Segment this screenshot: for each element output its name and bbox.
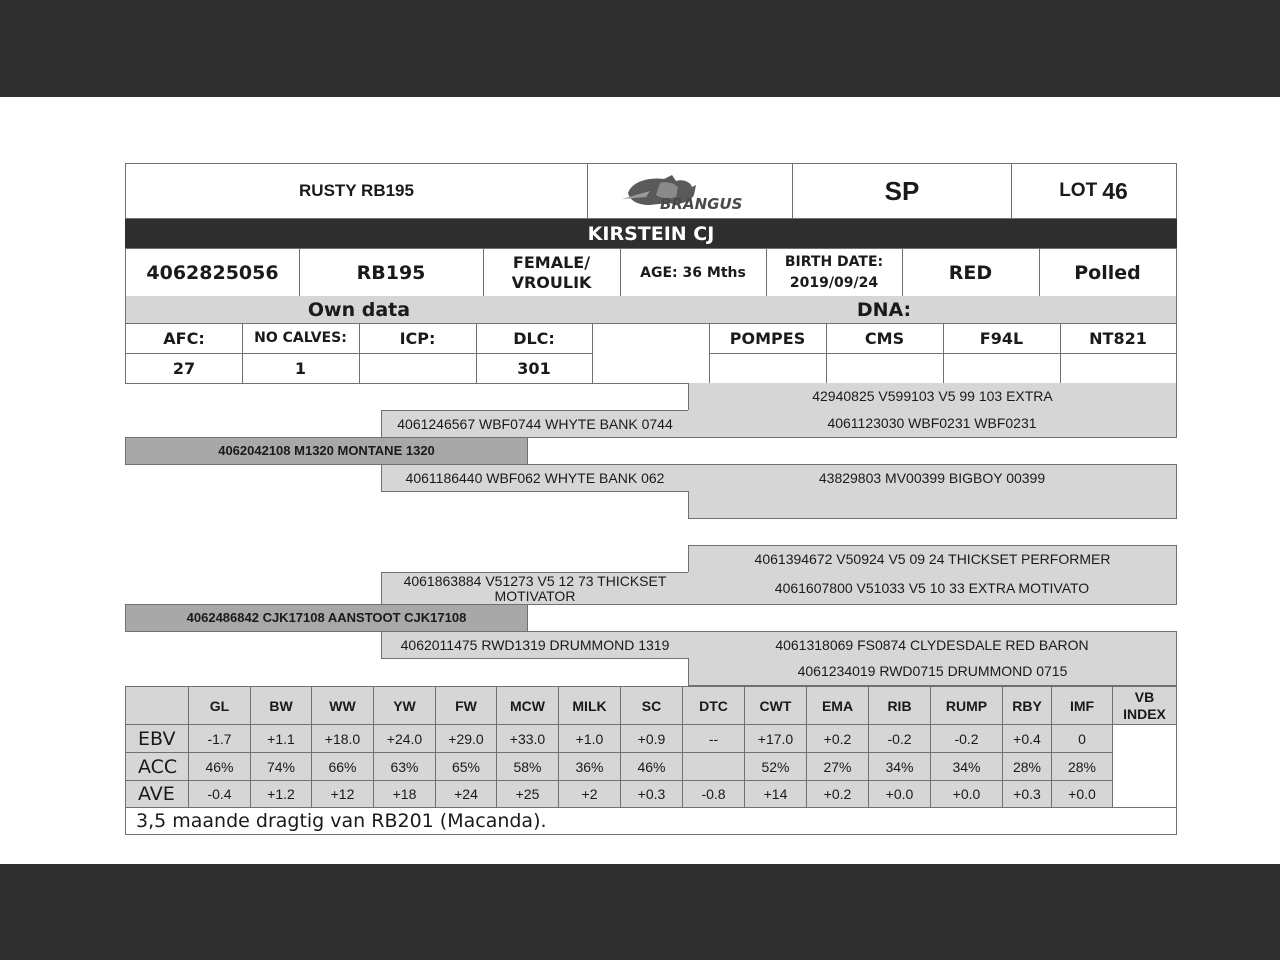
ebv-cell-ave-gl: -0.4 xyxy=(188,780,251,808)
f94l-label: F94L xyxy=(979,328,1024,348)
top-dark-band xyxy=(0,0,1280,97)
ebv-cell-ebv-rump: -0.2 xyxy=(930,724,1003,753)
own-data-title: Own data xyxy=(307,298,411,321)
cms-label-cell xyxy=(826,323,944,354)
sex-cell xyxy=(483,248,621,297)
birth-date-label: BIRTH DATE: xyxy=(784,254,884,271)
horn-status-cell xyxy=(1039,248,1177,297)
ebv-cell-acc-rump: 34% xyxy=(930,752,1003,781)
ebv-col-header-sc: SC xyxy=(620,686,683,725)
ebv-cell-acc-mcw: 58% xyxy=(496,752,559,781)
lot-cell xyxy=(1011,163,1177,219)
pedigree-ddd: 4061234019 RWD0715 DRUMMOND 0715 xyxy=(688,658,1177,686)
ebv-col-header-cwt: CWT xyxy=(744,686,807,725)
lot-prefix: LOT xyxy=(1059,180,1098,201)
ebv-col-header-imf: IMF xyxy=(1051,686,1113,725)
dna-title: DNA: xyxy=(856,298,912,321)
ebv-cell-ebv-ema: +0.2 xyxy=(806,724,869,753)
vb-index-header xyxy=(1112,686,1177,725)
nt821-label: NT821 xyxy=(1089,328,1147,348)
pedigree-dds: 4061318069 FS0874 CLYDESDALE RED BARON xyxy=(688,631,1177,659)
pedigree-sds: 43829803 MV00399 BIGBOY 00399 xyxy=(688,464,1177,492)
own-data-header xyxy=(125,296,593,324)
ebv-cell-ave-rump: +0.0 xyxy=(930,780,1003,808)
ebv-cell-ebv-bw: +1.1 xyxy=(250,724,312,753)
f94l-value-cell xyxy=(943,353,1061,384)
ebv-cell-ebv-rby: +0.4 xyxy=(1002,724,1052,753)
ebv-cell-acc-rib: 34% xyxy=(868,752,931,781)
ebv-cell-acc-sc: 46% xyxy=(620,752,683,781)
ebv-cell-ave-fw: +24 xyxy=(435,780,497,808)
birth-date: 2019/09/24 xyxy=(789,274,879,291)
ebv-cell-ebv-yw: +24.0 xyxy=(373,724,436,753)
no-calves-value: 1 xyxy=(294,358,307,378)
ebv-col-header-ema: EMA xyxy=(806,686,869,725)
ebv-col-header-ww: WW xyxy=(311,686,374,725)
pedigree-sire-dam: 4061186440 WBF062 WHYTE BANK 062 xyxy=(381,464,689,492)
bottom-dark-band xyxy=(0,864,1280,960)
birth-date-cell xyxy=(766,248,903,297)
ebv-col-header-milk: MILK xyxy=(558,686,621,725)
ebv-col-header-rby: RBY xyxy=(1002,686,1052,725)
ebv-cell-acc-milk: 36% xyxy=(558,752,621,781)
afc-value: 27 xyxy=(172,358,196,378)
ebv-cell-ebv-ww: +18.0 xyxy=(311,724,374,753)
ebv-cell-ave-rby: +0.3 xyxy=(1002,780,1052,808)
ident: RB195 xyxy=(356,261,426,284)
ebv-cell-ave-imf: +0.0 xyxy=(1051,780,1113,808)
vb-index-header-line2: INDEX xyxy=(1123,705,1166,722)
ebv-cell-acc-cwt: 52% xyxy=(744,752,807,781)
ebv-col-header-dtc: DTC xyxy=(682,686,745,725)
age-cell xyxy=(620,248,767,297)
pedigree-ssd: 4061123030 WBF0231 WBF0231 xyxy=(688,410,1177,438)
icp-value-cell xyxy=(359,353,477,384)
ebv-cell-ebv-imf: 0 xyxy=(1051,724,1113,753)
sex-line2: VROULIK xyxy=(511,272,592,292)
breeder-bar xyxy=(125,219,1177,248)
logo-text: BRANGUS xyxy=(660,195,743,213)
dna-header xyxy=(592,296,1177,324)
ebv-cell-ave-rib: +0.0 xyxy=(868,780,931,808)
reg-number-cell xyxy=(125,248,300,297)
ebv-cell-ebv-milk: +1.0 xyxy=(558,724,621,753)
ebv-col-header-fw: FW xyxy=(435,686,497,725)
afc-label: AFC: xyxy=(163,328,205,348)
class-cell xyxy=(792,163,1012,219)
ebv-cell-ebv-gl: -1.7 xyxy=(188,724,251,753)
ebv-corner-cell xyxy=(125,686,189,725)
icp-label: ICP: xyxy=(399,328,436,348)
ebv-col-header-rib: RIB xyxy=(868,686,931,725)
pedigree-sire: 4062042108 M1320 MONTANE 1320 xyxy=(125,437,528,465)
icp-label-cell xyxy=(359,323,477,354)
pedigree-sss: 42940825 V599103 V5 99 103 EXTRA xyxy=(688,383,1177,411)
pedigree-sire-sire: 4061246567 WBF0744 WHYTE BANK 0744 xyxy=(381,410,689,438)
cms-label: CMS xyxy=(864,328,905,348)
pedigree-dam-dam: 4062011475 RWD1319 DRUMMOND 1319 xyxy=(381,631,689,659)
ebv-col-header-rump: RUMP xyxy=(930,686,1003,725)
age: AGE: 36 Mths xyxy=(640,264,746,281)
brangus-bull-logo-icon xyxy=(620,169,760,213)
ebv-cell-ave-mcw: +25 xyxy=(496,780,559,808)
ebv-cell-acc-ww: 66% xyxy=(311,752,374,781)
ebv-cell-acc-gl: 46% xyxy=(188,752,251,781)
nt821-label-cell xyxy=(1060,323,1177,354)
dlc-value: 301 xyxy=(517,358,551,378)
pedigree-dss: 4061394672 V50924 V5 09 24 THICKSET PERFORMER xyxy=(688,545,1177,573)
ebv-cell-ave-cwt: +14 xyxy=(744,780,807,808)
dlc-value-cell xyxy=(476,353,593,384)
colour-cell xyxy=(902,248,1040,297)
pedigree-dsd: 4061607800 V51033 V5 10 33 EXTRA MOTIVATO xyxy=(688,572,1177,605)
ident-cell xyxy=(299,248,484,297)
afc-label-cell xyxy=(125,323,243,354)
ebv-col-header-gl: GL xyxy=(188,686,251,725)
class-label: SP xyxy=(884,175,920,206)
ebv-col-header-mcw: MCW xyxy=(496,686,559,725)
ebv-cell-acc-dtc xyxy=(682,752,745,781)
ebv-cell-ebv-rib: -0.2 xyxy=(868,724,931,753)
ebv-cell-acc-bw: 74% xyxy=(250,752,312,781)
afc-value-cell xyxy=(125,353,243,384)
cms-value-cell xyxy=(826,353,944,384)
pompes-label-cell xyxy=(709,323,827,354)
dlc-label-cell xyxy=(476,323,593,354)
ebv-cell-ave-milk: +2 xyxy=(558,780,621,808)
ebv-row-label-ebv: EBV xyxy=(125,724,189,753)
ebv-cell-ave-ema: +0.2 xyxy=(806,780,869,808)
no-calves-label-cell xyxy=(242,323,360,354)
breeder-name: KIRSTEIN CJ xyxy=(587,222,715,245)
ebv-cell-ave-bw: +1.2 xyxy=(250,780,312,808)
no-calves-label: NO CALVES: xyxy=(254,330,347,346)
ebv-cell-acc-fw: 65% xyxy=(435,752,497,781)
ebv-cell-ebv-cwt: +17.0 xyxy=(744,724,807,753)
colour: RED xyxy=(948,261,993,284)
ebv-row-label-ave: AVE xyxy=(125,780,189,808)
note-cell xyxy=(125,807,1177,835)
ebv-cell-ave-sc: +0.3 xyxy=(620,780,683,808)
dlc-label: DLC: xyxy=(513,328,555,348)
pompes-label: POMPES xyxy=(729,328,806,348)
ebv-cell-ave-yw: +18 xyxy=(373,780,436,808)
ebv-cell-ebv-mcw: +33.0 xyxy=(496,724,559,753)
ebv-cell-acc-rby: 28% xyxy=(1002,752,1052,781)
logo-cell xyxy=(587,163,793,219)
ebv-col-header-yw: YW xyxy=(373,686,436,725)
dna-blank-cell xyxy=(592,323,710,384)
pedigree-dam-sire: 4061863884 V51273 V5 12 73 THICKSET MOTIVATOR xyxy=(381,572,689,605)
ebv-col-header-bw: BW xyxy=(250,686,312,725)
note-text: 3,5 maande dragtig van RB201 (Macanda). xyxy=(136,810,547,832)
reg-number: 4062825056 xyxy=(146,261,279,284)
ebv-cell-ebv-fw: +29.0 xyxy=(435,724,497,753)
f94l-label-cell xyxy=(943,323,1061,354)
vb-index-header-line1: VB xyxy=(1134,688,1155,705)
ebv-cell-acc-imf: 28% xyxy=(1051,752,1113,781)
sex-line1: FEMALE/ xyxy=(512,252,591,272)
no-calves-value-cell xyxy=(242,353,360,384)
animal-name: RUSTY RB195 xyxy=(299,181,414,200)
ebv-cell-ave-dtc: -0.8 xyxy=(682,780,745,808)
pedigree-sdd xyxy=(688,491,1177,519)
ebv-cell-ave-ww: +12 xyxy=(311,780,374,808)
ebv-cell-ebv-dtc: -- xyxy=(682,724,745,753)
ebv-cell-acc-yw: 63% xyxy=(373,752,436,781)
ebv-cell-ebv-sc: +0.9 xyxy=(620,724,683,753)
ebv-cell-acc-ema: 27% xyxy=(806,752,869,781)
horn-status: Polled xyxy=(1074,261,1141,284)
vb-index-value-cell xyxy=(1112,724,1177,808)
lot-number: 46 xyxy=(1102,177,1128,204)
animal-name-cell xyxy=(125,163,588,219)
pompes-value-cell xyxy=(709,353,827,384)
pedigree-dam: 4062486842 CJK17108 AANSTOOT CJK17108 xyxy=(125,604,528,632)
nt821-value-cell xyxy=(1060,353,1177,384)
ebv-row-label-acc: ACC xyxy=(125,752,189,781)
